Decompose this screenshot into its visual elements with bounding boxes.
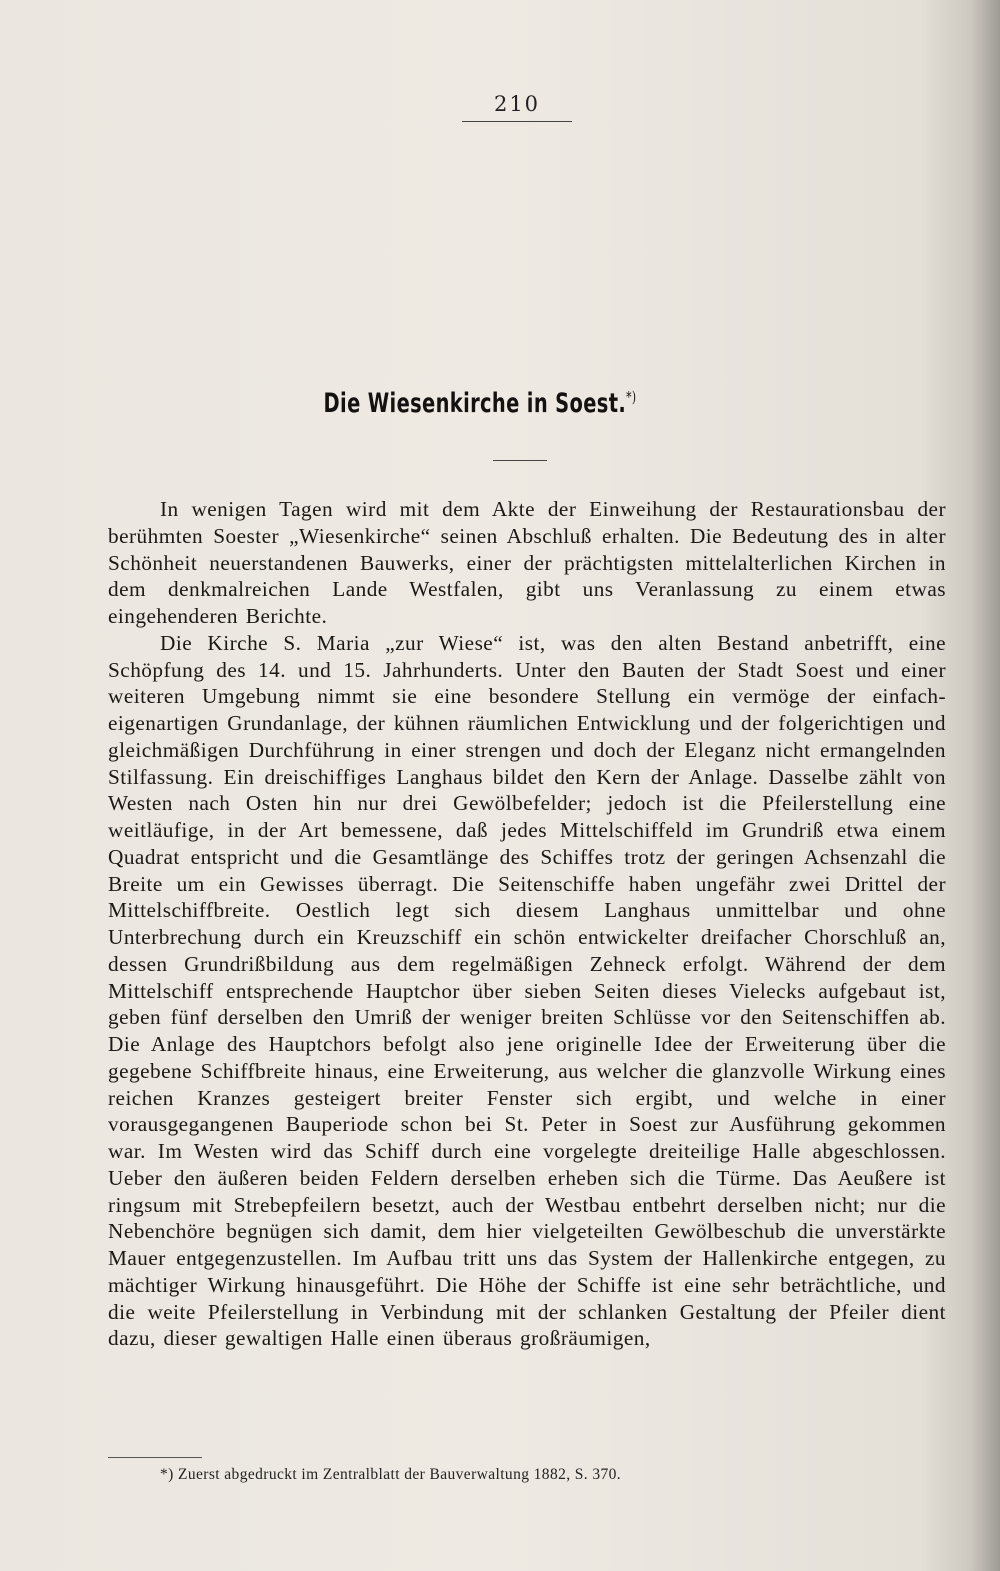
paragraph: In wenigen Tagen wird mit dem Akte der Einweihung der Restaurationsbau der berühmten Soester „Wiesenkirche“ seinen Abschluß erhalten. Die Bedeutung des in alter Schönheit neuerstandenen Bauwerks, einer der prächtigsten mittelalterlichen Kirchen in dem denkmalreichen Lande Westfalen, gibt uns Veranlassung zu einem etwas eingehenderen Berichte. <box>108 497 946 628</box>
header-rule <box>462 121 572 122</box>
footnote-rule <box>108 1457 202 1458</box>
paragraph: Die Kirche S. Maria „zur Wiese“ ist, was den alten Bestand anbetrifft, eine Schöpfung des 14. und 15. Jahrhunderts. Unter den Bauten der Stadt Soest und einer weiteren Umgebung nimmt sie eine besondere Stellung ein vermöge der einfach-eigenartigen Grundanlage, der kühnen räumlichen Entwicklung und der folgerichtigen und gleichmäßigen Durchführung in einer strengen und doch der Eleganz nicht ermangelnden Stilfassung. Ein dreischiffiges Langhaus bildet den Kern der Anlage. Dasselbe zählt von Westen nach Osten hin nur drei Gewölbefelder; jedoch ist die Pfeilerstellung eine weitläufige, in der Art bemessene, daß jedes Mittelschiffeld im Grundriß etwa einem Quadrat entspricht und die Gesamtlänge des Schiffes trotz der geringen Achsenzahl die Breite um ein Gewisses überragt. Die Seitenschiffe haben ungefähr zwei Drittel der Mittelschiffbreite. Oestlich legt sich diesem Langhaus unmittelbar und ohne Unterbrechung durch ein Kreuzschiff ein schön entwickelter dreifacher Chorschluß an, dessen Grundrißbildung aus dem regelmäßigen Zehneck erfolgt. Während der dem Mittelschiff entsprechende Hauptchor über sieben Seiten dieses Vielecks aufgebaut ist, geben fünf derselben den Umriß der weniger breiten Schlüsse vor den Seitenschiffen ab. Die Anlage des Hauptchors befolgt also jene originelle Idee der Erweiterung über die gegebene Schiffbreite hinaus, eine Erweiterung, aus welcher die glanzvolle Wirkung eines reichen Kranzes gesteigert breiter Fenster sich ergibt, und welche in einer vorausgegangenen Bauperiode schon bei St. Peter in Soest zur Ausführung gekommen war. Im Westen wird das Schiff durch eine vorgelegte dreiteilige Halle abgeschlossen. Ueber den äußeren beiden Feldern derselben erheben sich die Türme. Das Aeußere ist ringsum mit Strebepfeilern besetzt, auch der Westbau entbehrt derselben nicht; nur die Nebenchöre begnügen sich damit, dem hier vielgeteilten Gewölbeschub die unverstärkte Mauer entgegenzustellen. Im Aufbau tritt uns das System der Hallenkirche entgegen, zu mächtiger Wirkung hinausgeführt. Die Höhe der Schiffe ist eine sehr beträchtliche, und die weite Pfeilerstellung in Verbindung mit der schlanken Gestaltung der Pfeiler dient dazu, dieser gewaltigen Halle einen überaus großräumigen, <box>108 630 946 1351</box>
article-title <box>278 388 681 419</box>
page-number: 210 <box>493 92 541 116</box>
title-rule <box>493 460 547 461</box>
footnote: *) Zuerst abgedruckt im Zentralblatt der Bauverwaltung 1882, S. 370. <box>160 1466 622 1483</box>
title-footnote-mark: *) <box>626 388 637 406</box>
title-text: Die Wiesenkirche in Soest. <box>323 388 627 419</box>
article-body <box>108 496 946 1352</box>
